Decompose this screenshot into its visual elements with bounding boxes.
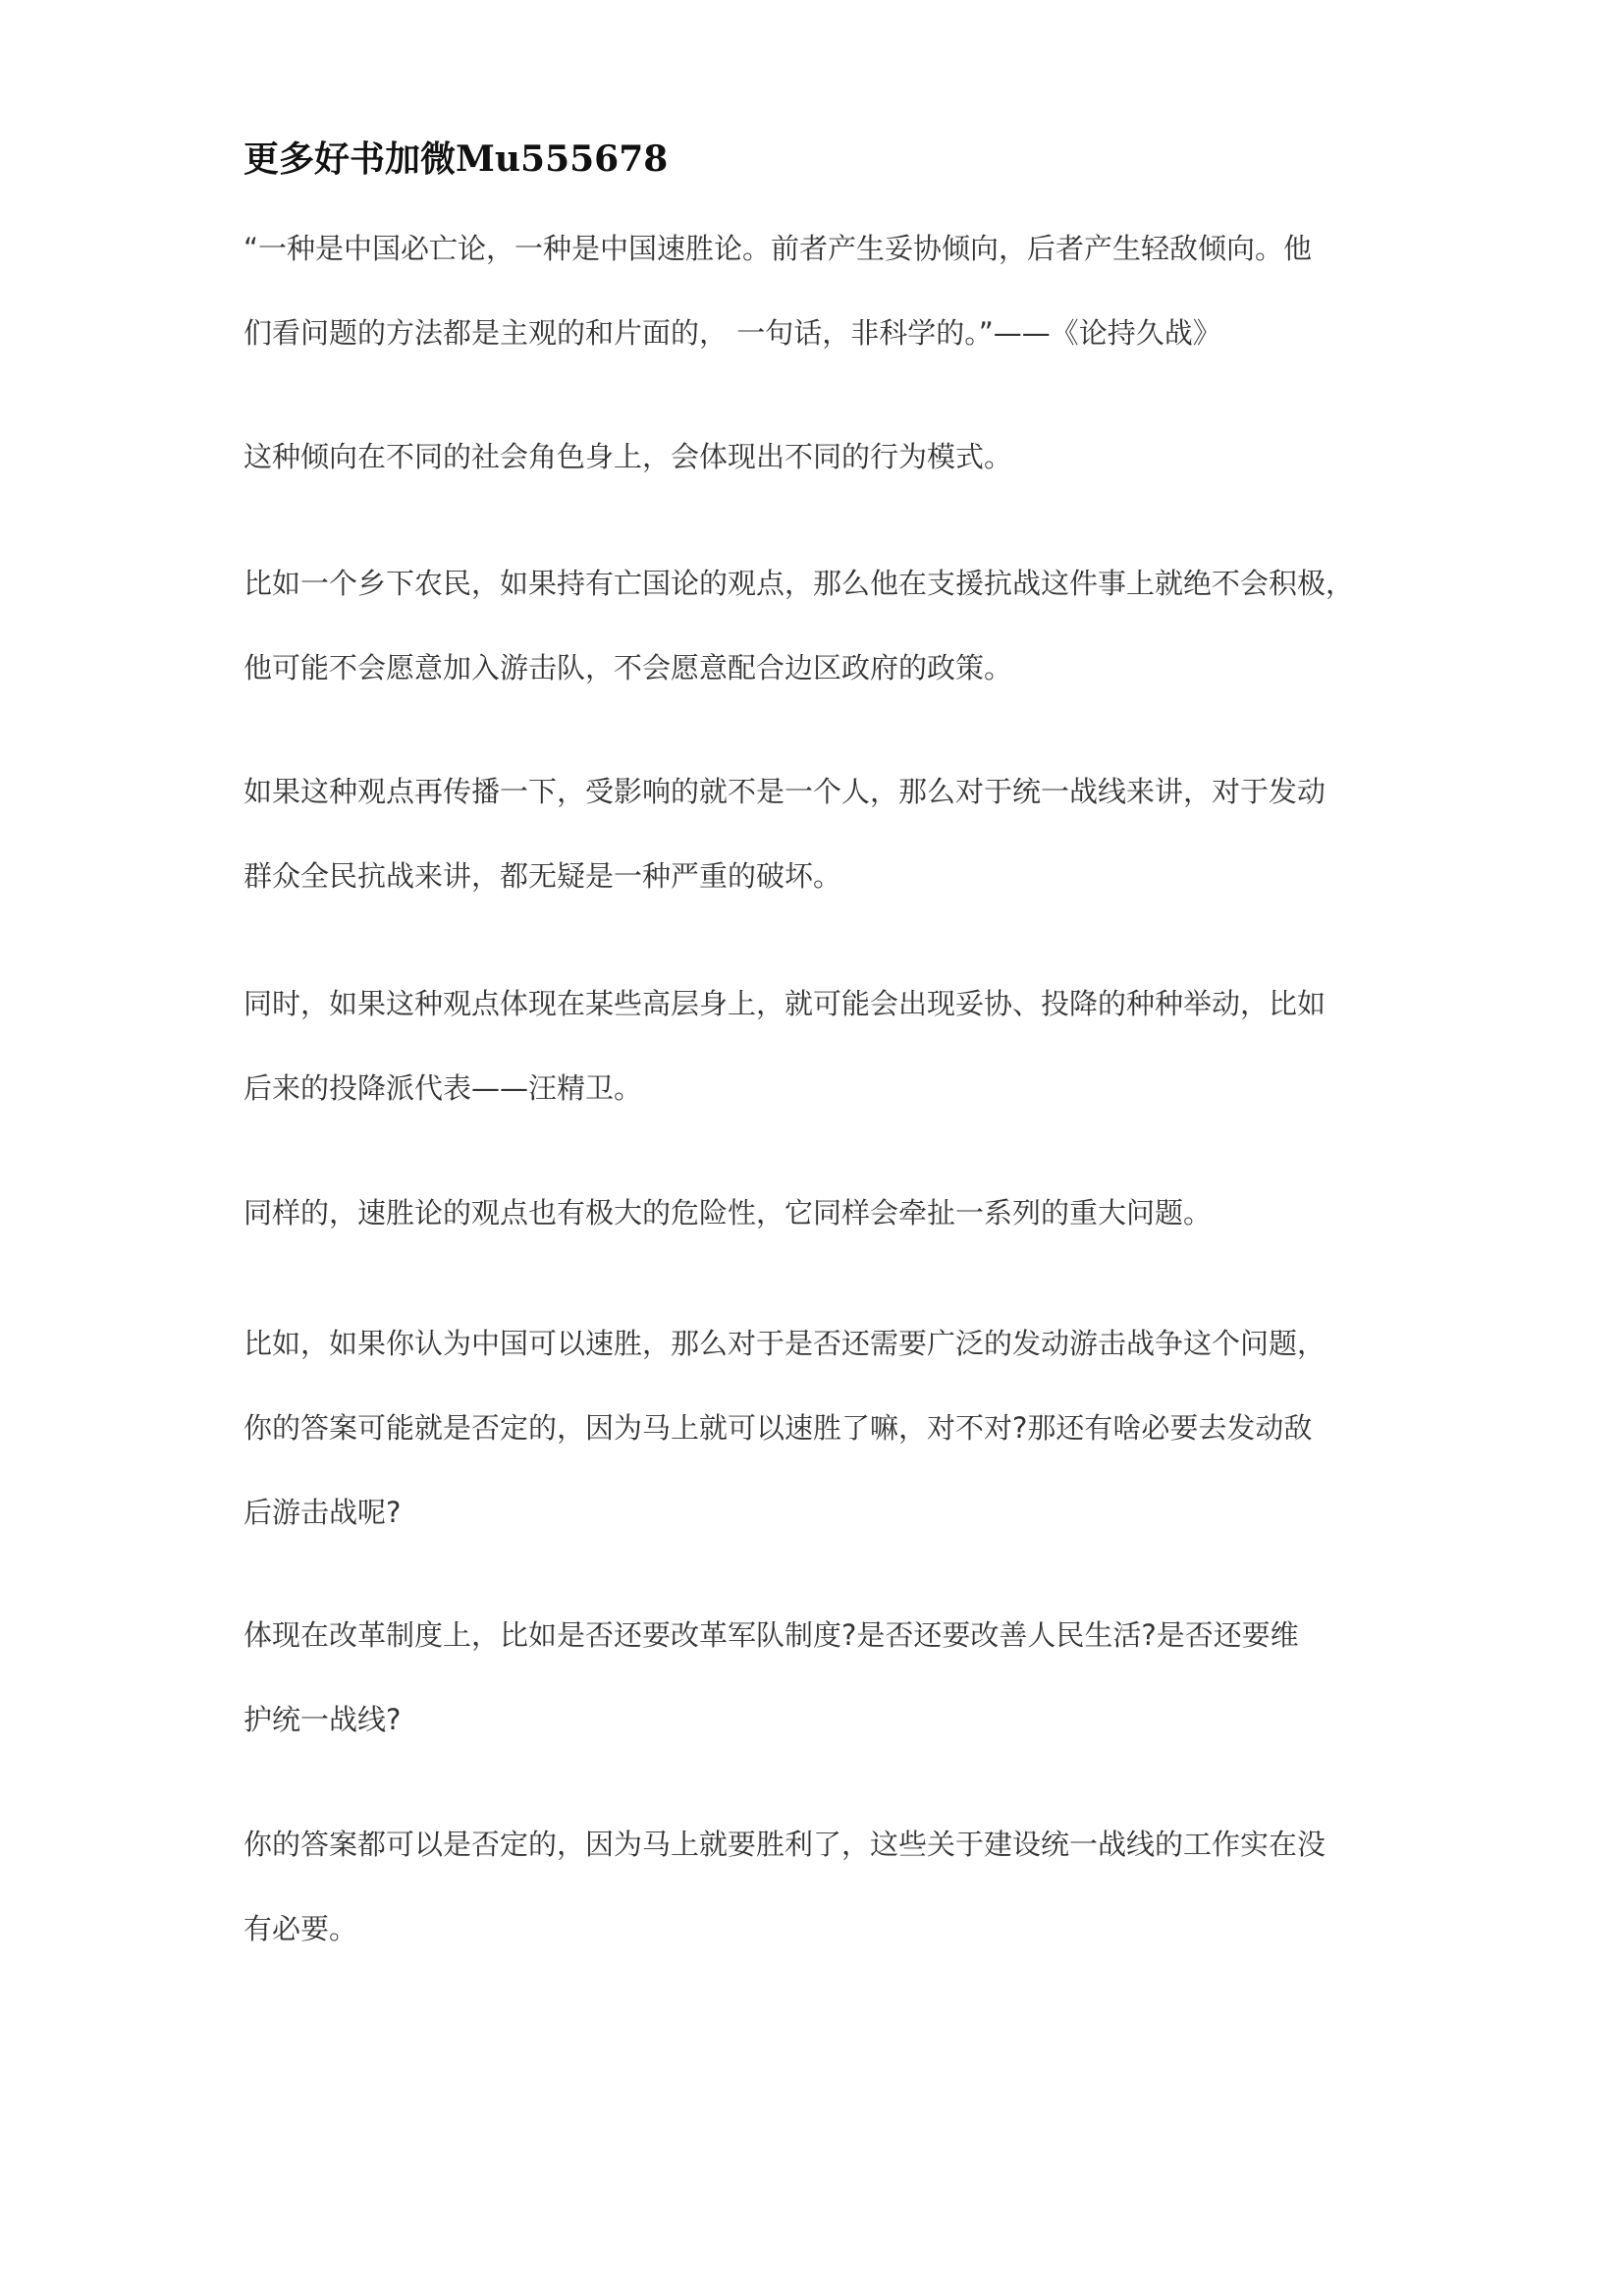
text-line: 这种倾向在不同的社会角色身上，会体现出不同的行为模式。 bbox=[243, 440, 1013, 473]
text-line: 后来的投降派代表——汪精卫。 bbox=[243, 1071, 643, 1105]
text-line: 群众全民抗战来讲，都无疑是一种严重的破坏。 bbox=[243, 859, 842, 893]
text-line: 你的答案都可以是否定的，因为马上就要胜利了，这些关于建设统一战线的工作实在没 bbox=[243, 1828, 1326, 1861]
paragraph bbox=[243, 541, 1402, 710]
paragraph bbox=[243, 414, 1402, 499]
paragraph-quote bbox=[243, 206, 1402, 375]
text-line: 比如一个乡下农民，如果持有亡国论的观点，那么他在支援抗战这件事上就绝不会积极， bbox=[243, 567, 1355, 600]
paragraph bbox=[243, 1171, 1402, 1255]
paragraph bbox=[243, 749, 1402, 918]
text-line: 如果这种观点再传播一下，受影响的就不是一个人，那么对于统一战线来讲，对于发动 bbox=[243, 775, 1326, 808]
text-line: 护统一战线? bbox=[243, 1703, 402, 1736]
text-line: 们看问题的方法都是主观的和片面的， 一句话，非科学的。”——《论持久战》 bbox=[243, 316, 1221, 350]
paragraph bbox=[243, 961, 1402, 1130]
text-line: 后游击战呢? bbox=[243, 1496, 402, 1529]
paragraph bbox=[243, 1593, 1402, 1762]
paragraph bbox=[243, 1301, 1402, 1555]
text-line: 体现在改革制度上，比如是否还要改革军队制度?是否还要改善人民生活?是否还要维 bbox=[243, 1618, 1299, 1652]
text-line: 同样的，速胜论的观点也有极大的危险性，它同样会牵扯一系列的重大问题。 bbox=[243, 1196, 1213, 1230]
text-line: 比如，如果你认为中国可以速胜，那么对于是否还需要广泛的发动游击战争这个问题， bbox=[243, 1327, 1326, 1360]
text-line: 有必要。 bbox=[243, 1912, 358, 1945]
text-line: 他可能不会愿意加入游击队，不会愿意配合边区政府的政策。 bbox=[243, 651, 1013, 684]
text-line: “一种是中国必亡论，一种是中国速胜论。前者产生妥协倾向，后者产生轻敌倾向。他 bbox=[243, 232, 1313, 265]
text-line: 你的答案可能就是否定的，因为马上就可以速胜了嘛，对不对?那还有啥必要去发动敌 bbox=[243, 1411, 1313, 1445]
text-line: 同时，如果这种观点体现在某些高层身上，就可能会出现妥协、投降的种种举动，比如 bbox=[243, 987, 1326, 1020]
paragraph bbox=[243, 1802, 1402, 1971]
page-header: 更多好书加微Mu555678 bbox=[243, 138, 669, 180]
